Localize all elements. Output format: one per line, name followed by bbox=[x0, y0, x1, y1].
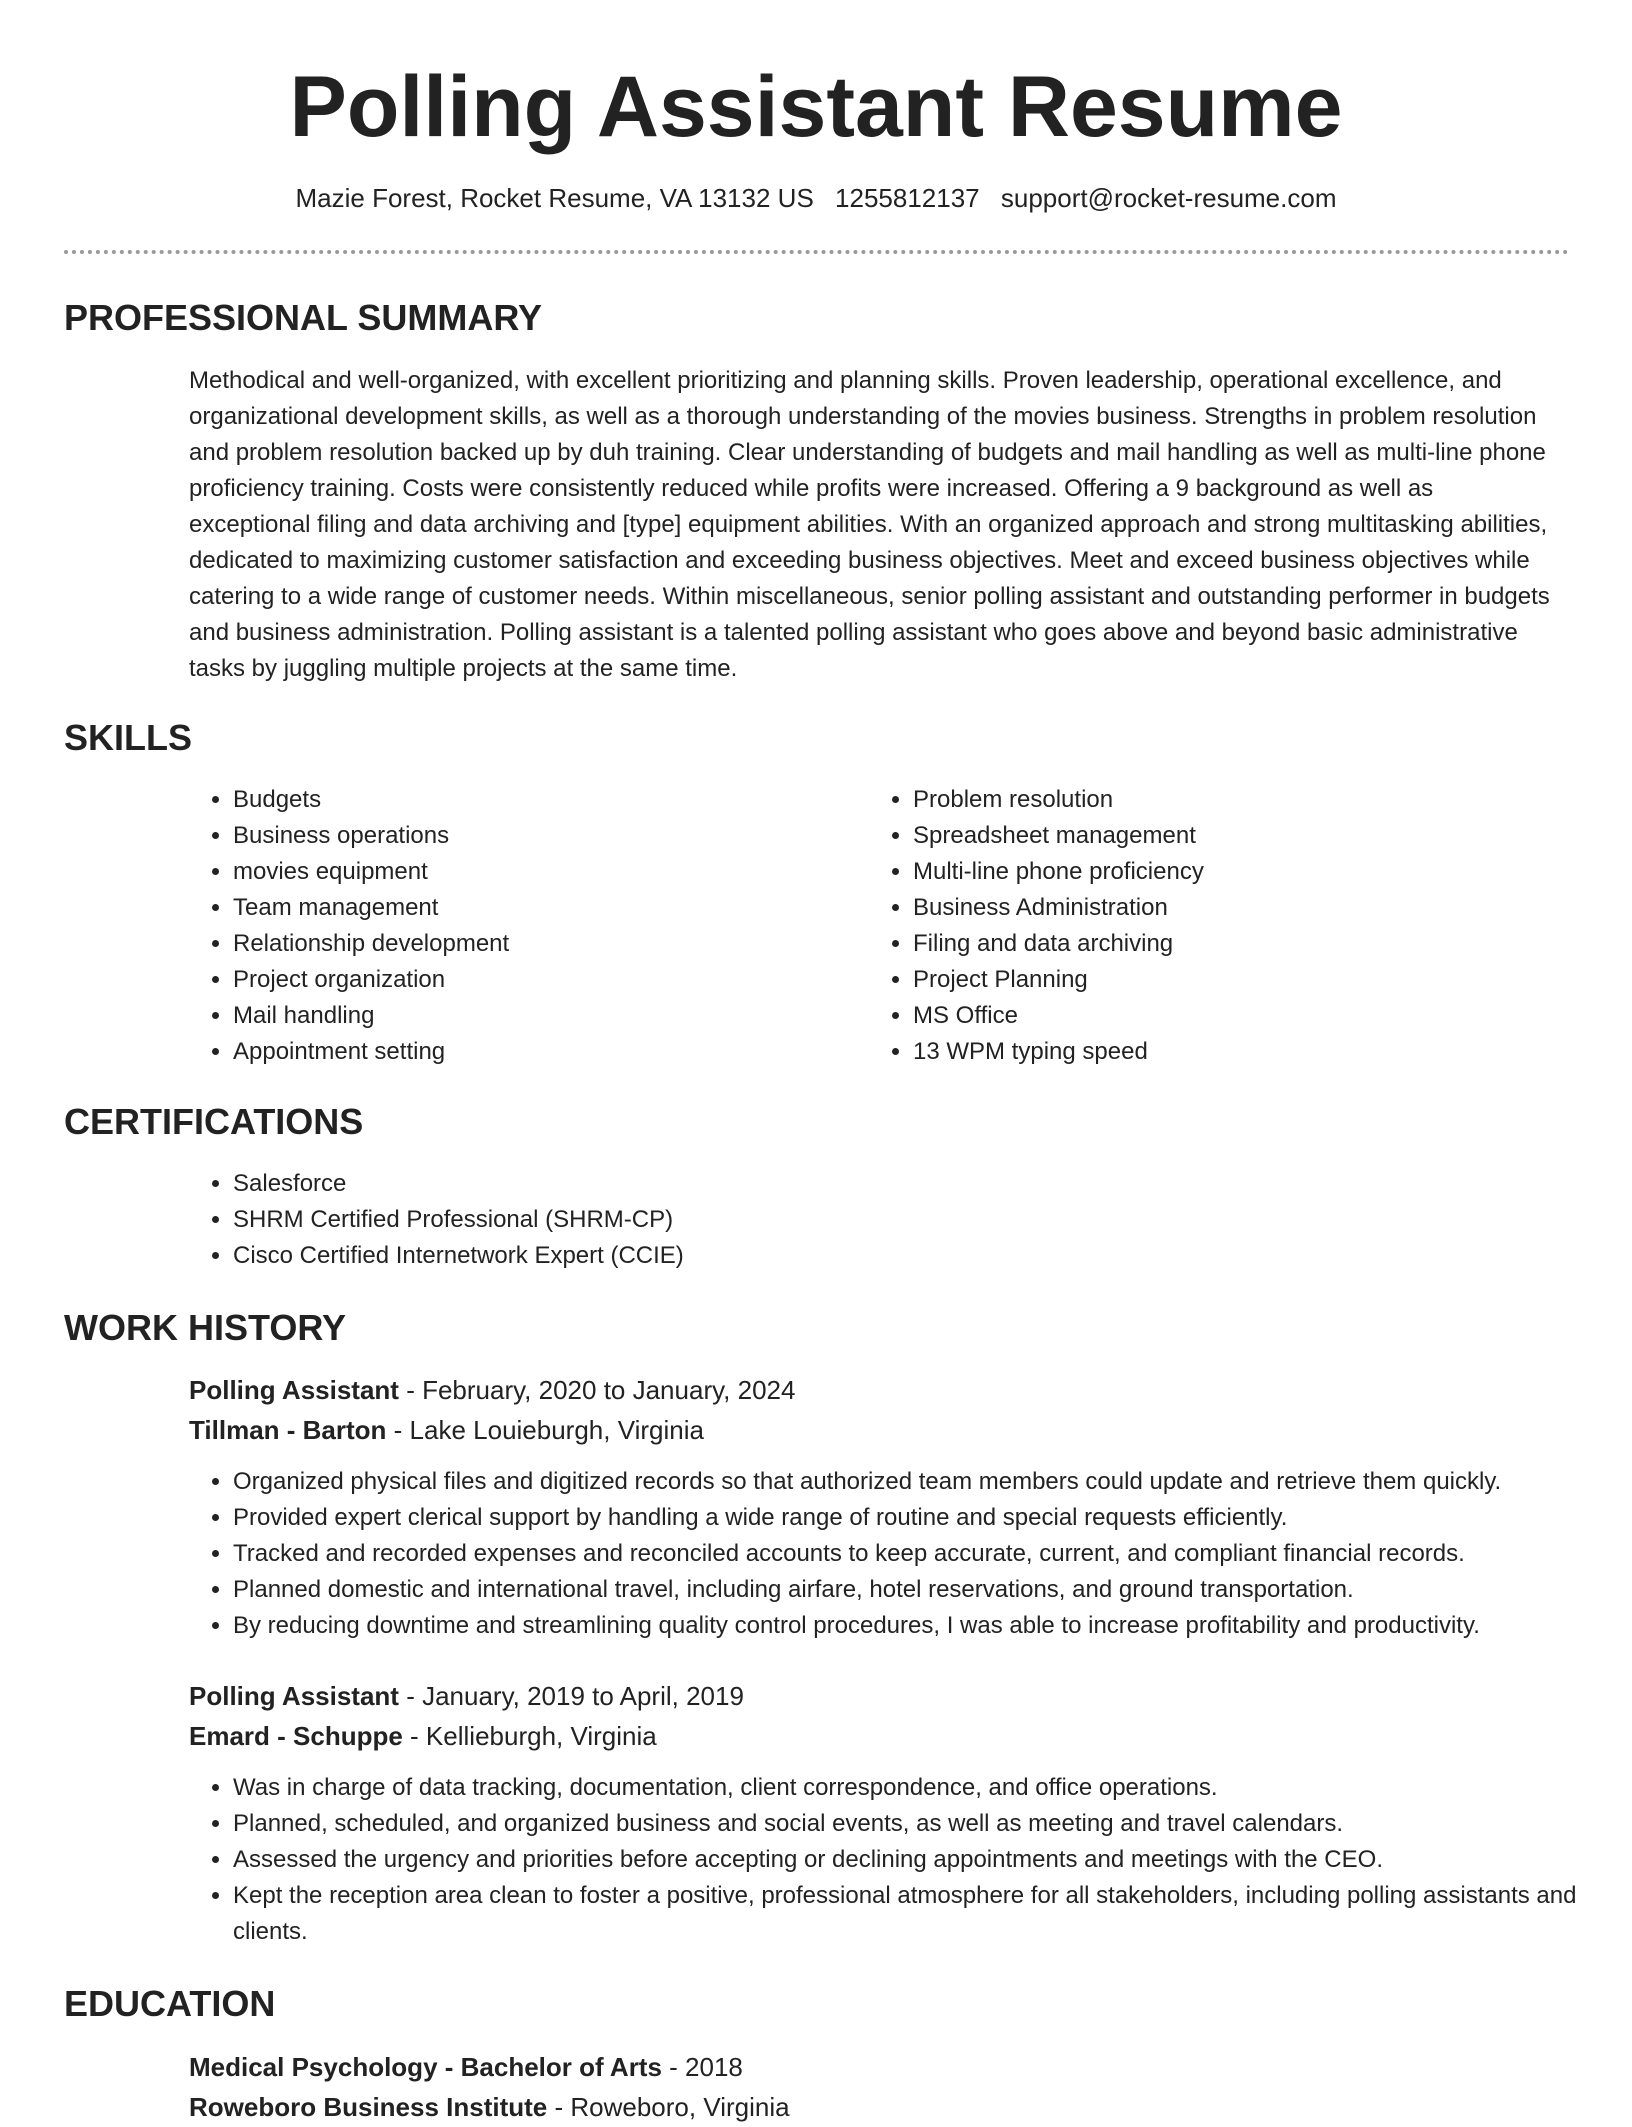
skill-item: • Appointment setting bbox=[233, 1034, 809, 1070]
certification-item: • Salesforce bbox=[233, 1166, 1559, 1202]
job-bullet: • Tracked and recorded expenses and reconciled accounts to keep accurate, current, and compliant financial records. bbox=[233, 1536, 1589, 1572]
job-bullet: • Provided expert clerical support by handling a wide range of routine and special requests efficiently. bbox=[233, 1500, 1589, 1536]
contact-address: Mazie Forest, Rocket Resume, VA 13132 US bbox=[295, 183, 814, 213]
education-heading: EDUCATION bbox=[64, 1983, 276, 2024]
job-entry bbox=[189, 1370, 1589, 1644]
job-title: Polling Assistant bbox=[189, 1681, 399, 1711]
job-location: - Lake Louieburgh, Virginia bbox=[386, 1415, 704, 1445]
skill-item: • Budgets bbox=[233, 782, 809, 818]
job-company: Tillman - Barton bbox=[189, 1415, 387, 1445]
skills-right-column bbox=[869, 782, 1559, 1070]
job-dates: - February, 2020 to January, 2024 bbox=[398, 1375, 796, 1405]
certification-item: • SHRM Certified Professional (SHRM-CP) bbox=[233, 1202, 1559, 1238]
education-year: - 2018 bbox=[661, 2052, 743, 2082]
skills-heading: SKILLS bbox=[64, 717, 193, 758]
job-title: Polling Assistant bbox=[189, 1375, 399, 1405]
contact-line bbox=[0, 178, 1632, 218]
education-school-line bbox=[189, 2087, 1559, 2127]
summary-text: Methodical and well-organized, with excellent prioritizing and planning skills. Proven leadership, operational excellence, and organizational development skills, as well as a thorough understanding of the movies business. Strengths in problem resolution and problem resolution backed up by duh training. Clear understanding of budgets and mail handling as well as multi-line phone proficiency training. Costs were consistently reduced while profits were increased. Offering a 9 background as well as exceptional filing and data archiving and [type] equipment abilities. With an organized approach and strong multitasking abilities, dedicated to maximizing customer satisfaction and exceeding business objectives. Meet and exceed business objectives while catering to a wide range of customer needs. Within miscellaneous, senior polling assistant and outstanding performer in budgets and business administration. Polling assistant is a talented polling assistant who goes above and beyond basic administrative tasks by juggling multiple projects at the same time. bbox=[189, 367, 1550, 682]
skill-item: • Spreadsheet management bbox=[913, 818, 1559, 854]
skill-item: • Project organization bbox=[233, 962, 809, 998]
contact-phone: 1255812137 bbox=[835, 183, 980, 213]
page-title: Polling Assistant Resume bbox=[289, 59, 1343, 155]
job-bullet: • By reducing downtime and streamlining quality control procedures, I was able to increase profitability and productivity. bbox=[233, 1608, 1589, 1644]
job-dates: - January, 2019 to April, 2019 bbox=[398, 1681, 744, 1711]
job-bullet: • Was in charge of data tracking, documentation, client correspondence, and office operations. bbox=[233, 1770, 1603, 1806]
job-company-line bbox=[189, 1410, 1589, 1450]
job-company-line bbox=[189, 1716, 1589, 1756]
job-bullet: • Assessed the urgency and priorities before accepting or declining appointments and meetings with the CEO. bbox=[233, 1842, 1603, 1878]
skills-left-column bbox=[189, 782, 809, 1070]
job-bullets bbox=[189, 1464, 1589, 1644]
job-bullet: • Planned, scheduled, and organized business and social events, as well as meeting and travel calendars. bbox=[233, 1806, 1603, 1842]
skill-item: • Mail handling bbox=[233, 998, 809, 1034]
education-school: Roweboro Business Institute bbox=[189, 2092, 548, 2122]
job-title-line bbox=[189, 1676, 1589, 1716]
skill-item: • Multi-line phone proficiency bbox=[913, 854, 1559, 890]
job-entry bbox=[189, 1676, 1589, 1950]
skill-item: • 13 WPM typing speed bbox=[913, 1034, 1559, 1070]
skill-item: • Project Planning bbox=[913, 962, 1559, 998]
skill-item: • Filing and data archiving bbox=[913, 926, 1559, 962]
summary-heading: PROFESSIONAL SUMMARY bbox=[64, 297, 543, 338]
certification-item: • Cisco Certified Internetwork Expert (CCIE) bbox=[233, 1238, 1559, 1274]
skill-item: • movies equipment bbox=[233, 854, 809, 890]
work-history-heading: WORK HISTORY bbox=[64, 1307, 347, 1348]
education-location: - Roweboro, Virginia bbox=[547, 2092, 790, 2122]
contact-email: support@rocket-resume.com bbox=[1000, 183, 1337, 213]
skill-item: • Business operations bbox=[233, 818, 809, 854]
education-degree: Medical Psychology - Bachelor of Arts bbox=[189, 2052, 662, 2082]
header-divider bbox=[64, 250, 1569, 254]
skill-item: • Relationship development bbox=[233, 926, 809, 962]
job-title-line bbox=[189, 1370, 1589, 1410]
skill-item: • MS Office bbox=[913, 998, 1559, 1034]
education-entry bbox=[189, 2047, 1559, 2127]
job-bullet: • Planned domestic and international travel, including airfare, hotel reservations, and ground transportation. bbox=[233, 1572, 1589, 1608]
certifications-heading: CERTIFICATIONS bbox=[64, 1101, 364, 1142]
certifications-list bbox=[189, 1166, 1559, 1274]
skill-item: • Business Administration bbox=[913, 890, 1559, 926]
job-bullet: • Organized physical files and digitized records so that authorized team members could update and retrieve them quickly. bbox=[233, 1464, 1589, 1500]
job-bullet: • Kept the reception area clean to foster a positive, professional atmosphere for all stakeholders, including polling assistants and clients. bbox=[233, 1878, 1603, 1950]
skill-item: • Team management bbox=[233, 890, 809, 926]
job-company: Emard - Schuppe bbox=[189, 1721, 403, 1751]
skill-item: • Problem resolution bbox=[913, 782, 1559, 818]
job-location: - Kellieburgh, Virginia bbox=[402, 1721, 657, 1751]
job-bullets bbox=[189, 1770, 1603, 1950]
education-degree-line bbox=[189, 2047, 1559, 2087]
